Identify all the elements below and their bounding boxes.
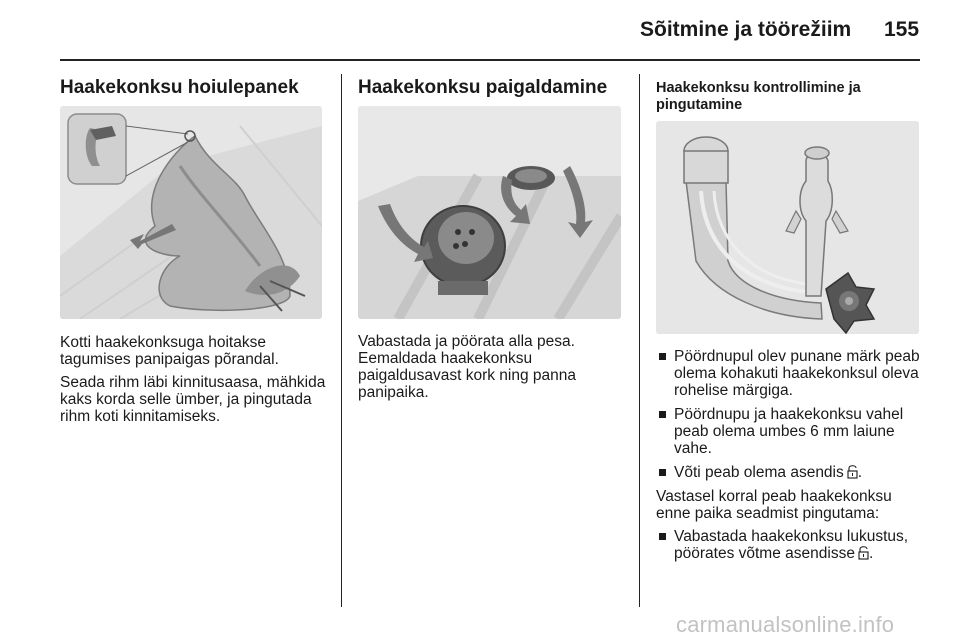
list-item-suffix: . bbox=[857, 464, 863, 481]
paragraph: Seada rihm läbi kinnitusaasa, mähkida kaks korda selle ümber, ja pingutada rihm koti kinnitamiseks. bbox=[60, 374, 326, 425]
figure-tow-ball bbox=[656, 121, 919, 334]
list-item bbox=[656, 528, 920, 562]
section-heading-check: Haakekonksu kontrollimine ja pingutamine bbox=[656, 80, 861, 113]
paragraph: Kotti haakekonksuga hoitakse tagumises panipaigas põrandal. bbox=[60, 334, 279, 368]
page-header-title: Sõitmine ja töörežiim bbox=[640, 18, 852, 41]
column-1-body bbox=[60, 334, 332, 431]
column-1 bbox=[60, 77, 330, 99]
list-item: Pöördnupu ja haakekonksu vahel peab olema umbes 6 mm laiune vahe. bbox=[656, 406, 920, 457]
column-3-body bbox=[656, 348, 920, 569]
column-2 bbox=[358, 77, 628, 99]
page-number: 155 bbox=[884, 18, 920, 41]
bullet-list bbox=[656, 348, 920, 481]
section-heading-installation: Haakekonksu paigaldamine bbox=[358, 77, 608, 98]
paragraph: Vabastada ja pöörata alla pesa. Eemaldada haakekonksu paigaldusavast kork ning panna panipaika. bbox=[358, 333, 577, 401]
list-item bbox=[656, 464, 920, 481]
list-item: Pöördnupul olev punane märk peab olema kohakuti haakekonksul oleva rohelise märgiga. bbox=[656, 348, 920, 399]
section-heading-storage: Haakekonksu hoiulepanek bbox=[60, 77, 299, 98]
unlocked-padlock-icon bbox=[858, 545, 869, 560]
unlocked-padlock-icon bbox=[847, 464, 858, 479]
watermark: carmanualsonline.info bbox=[676, 612, 895, 637]
column-2-body bbox=[358, 333, 630, 407]
header-rule bbox=[60, 59, 920, 61]
figure-tow-bar-bag bbox=[60, 106, 322, 319]
column-3 bbox=[656, 80, 918, 114]
column-divider-2 bbox=[639, 74, 640, 607]
bullet-list bbox=[656, 528, 920, 562]
list-item-suffix: . bbox=[868, 545, 874, 562]
list-item-text: Võti peab olema asendis bbox=[674, 464, 844, 481]
figure-socket-cap bbox=[358, 106, 621, 319]
paragraph: Vastasel korral peab haakekonksu enne paika seadmist pingutama: bbox=[656, 488, 892, 522]
column-divider-1 bbox=[341, 74, 342, 607]
list-item-text: Vabastada haakekonksu lukustus, pöörates võtme asendisse bbox=[674, 528, 909, 562]
